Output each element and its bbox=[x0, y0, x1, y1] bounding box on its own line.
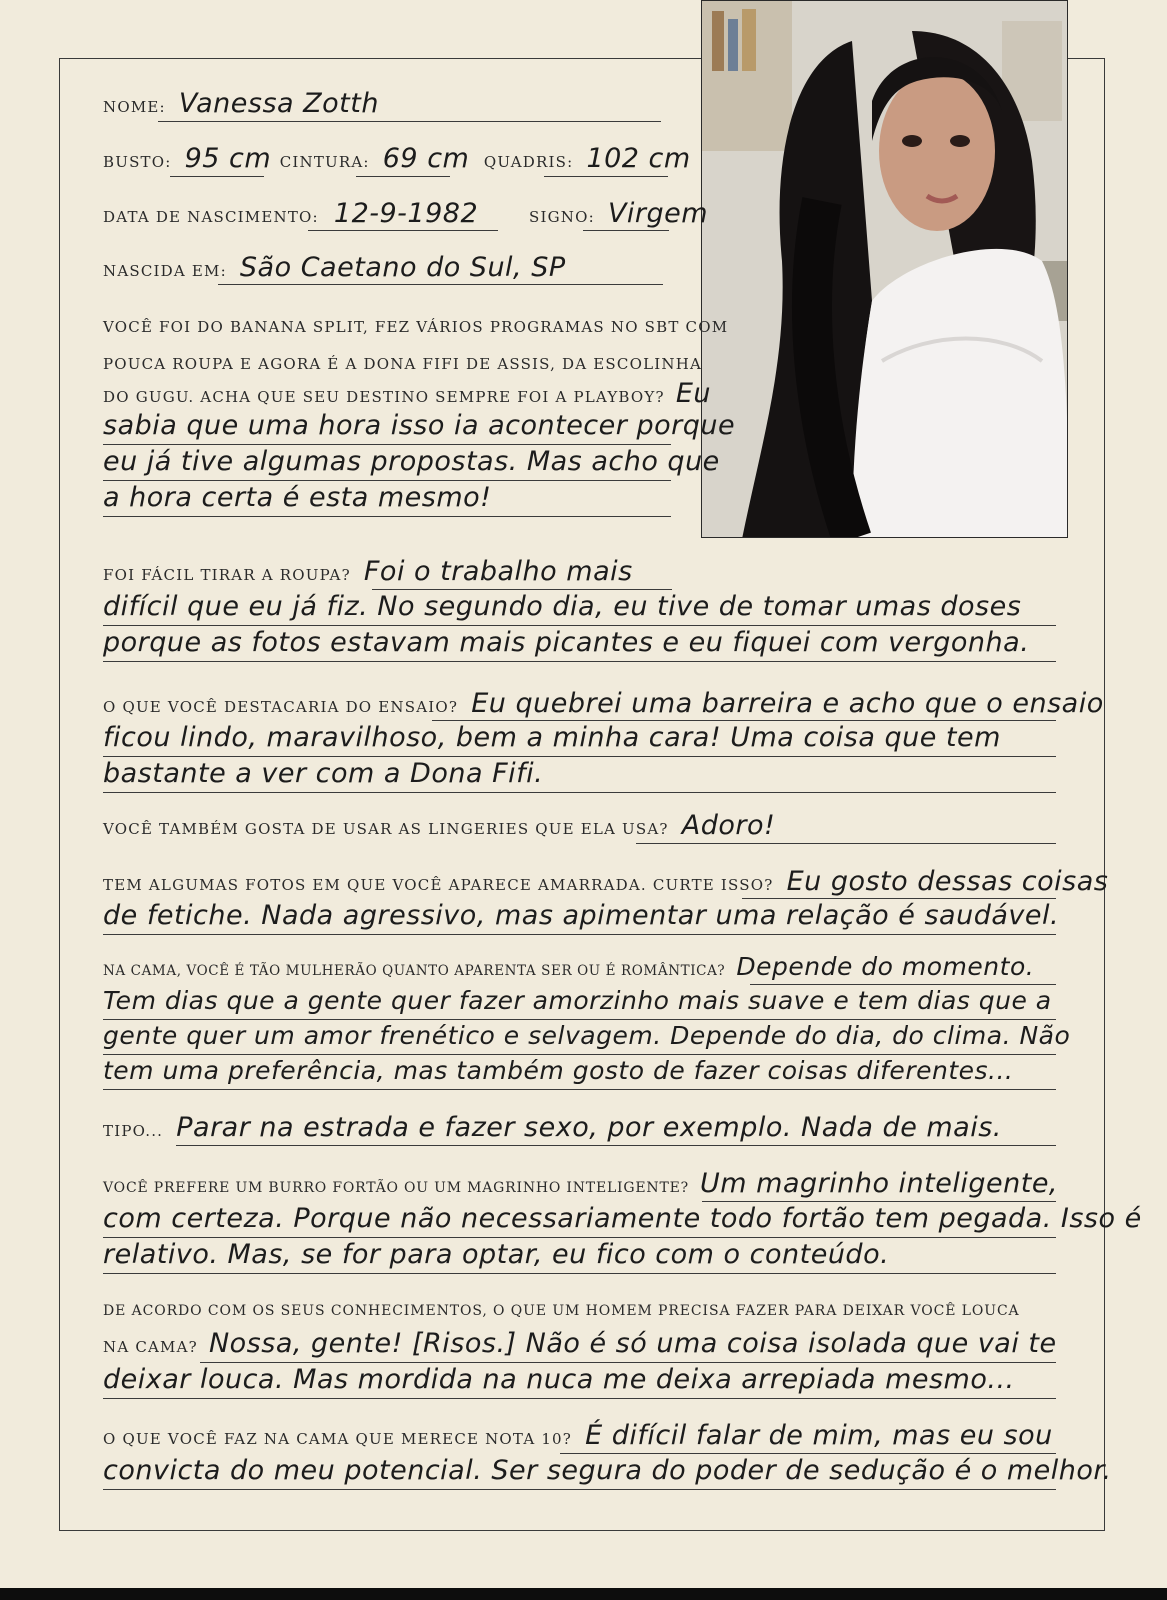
bust-label: BUSTO: bbox=[103, 153, 172, 171]
answer-9-line: deixar louca. Mas mordida na nuca me deixa arrepiada mesmo... bbox=[103, 1364, 1015, 1395]
born-value: São Caetano do Sul, SP bbox=[239, 252, 566, 283]
sign-label: SIGNO: bbox=[528, 208, 595, 226]
question-1-line-3: DO GUGU. ACHA QUE SEU DESTINO SEMPRE FOI A PLAYBOY? bbox=[103, 388, 665, 406]
rule bbox=[170, 176, 264, 177]
rule bbox=[103, 1019, 1056, 1020]
rule bbox=[372, 589, 672, 590]
answer-8-line: relativo. Mas, se for para optar, eu fico com o conteúdo. bbox=[103, 1239, 890, 1270]
answer-6-line: tem uma preferência, mas também gosto de fazer coisas diferentes... bbox=[103, 1056, 1014, 1085]
answer-1-line: eu já tive algumas propostas. Mas acho que bbox=[103, 446, 720, 477]
born-label: NASCIDA EM: bbox=[103, 262, 227, 280]
answer-7-first: Parar na estrada e fazer sexo, por exemplo. Nada de mais. bbox=[176, 1112, 1002, 1143]
answer-6-first: Depende do momento. bbox=[736, 952, 1035, 981]
question-1-line-2: POUCA ROUPA E AGORA É A DONA FIFI DE ASSIS, DA ESCOLINHA bbox=[103, 355, 703, 373]
question-7: TIPO... bbox=[103, 1122, 164, 1140]
rule bbox=[176, 1145, 1056, 1146]
birth-label: DATA DE NASCIMENTO: bbox=[103, 208, 319, 226]
answer-3-line: bastante a ver com a Dona Fifi. bbox=[103, 758, 544, 789]
answer-4-first: Adoro! bbox=[681, 810, 776, 841]
answer-5-line: de fetiche. Nada agressivo, mas apimentar uma relação é saudável. bbox=[103, 900, 1060, 931]
born-row bbox=[103, 252, 566, 283]
qa-8-row bbox=[103, 1168, 1058, 1199]
rule bbox=[544, 176, 668, 177]
waist-value: 69 cm bbox=[382, 143, 470, 174]
hips-label: QUADRIS: bbox=[483, 153, 574, 171]
question-8: VOCÊ PREFERE UM BURRO FORTÃO OU UM MAGRINHO INTELIGENTE? bbox=[103, 1180, 689, 1196]
rule bbox=[356, 176, 450, 177]
name-label: NOME: bbox=[103, 98, 166, 116]
answer-5-first: Eu gosto dessas coisas bbox=[786, 866, 1109, 897]
name-row bbox=[103, 88, 379, 119]
rule bbox=[432, 720, 1056, 721]
answer-1-first: Eu bbox=[675, 378, 712, 409]
answer-2-line: porque as fotos estavam mais picantes e eu fiquei com vergonha. bbox=[103, 627, 1030, 658]
answer-2-first: Foi o trabalho mais bbox=[363, 556, 633, 587]
name-value: Vanessa Zotth bbox=[178, 88, 379, 119]
rule bbox=[200, 1362, 1056, 1363]
qa-3-row bbox=[103, 688, 1104, 719]
question-2: FOI FÁCIL TIRAR A ROUPA? bbox=[103, 566, 351, 584]
rule bbox=[103, 756, 1056, 757]
bottom-bar bbox=[0, 1588, 1167, 1600]
question-5: TEM ALGUMAS FOTOS EM QUE VOCÊ APARECE AMARRADA. CURTE ISSO? bbox=[103, 876, 774, 894]
rule bbox=[103, 1273, 1056, 1274]
rule bbox=[103, 792, 1056, 793]
question-4: VOCÊ TAMBÉM GOSTA DE USAR AS LINGERIES QUE ELA USA? bbox=[103, 820, 669, 838]
measures-row bbox=[103, 143, 691, 174]
bust-value: 95 cm bbox=[184, 143, 272, 174]
rule bbox=[103, 934, 1056, 935]
question-1-line-1: VOCÊ FOI DO BANANA SPLIT, FEZ VÁRIOS PROGRAMAS NO SBT COM bbox=[103, 318, 729, 336]
qa-10-row bbox=[103, 1420, 1053, 1451]
question-9-line-2: NA CAMA? bbox=[103, 1338, 198, 1356]
answer-3-first: Eu quebrei uma barreira e acho que o ensaio bbox=[471, 688, 1104, 719]
qa-2-row bbox=[103, 556, 633, 587]
rule bbox=[308, 230, 498, 231]
answer-8-first: Um magrinho inteligente, bbox=[700, 1168, 1059, 1199]
qa-4-row bbox=[103, 810, 775, 841]
question-6: NA CAMA, VOCÊ É TÃO MULHERÃO QUANTO APARENTA SER OU É ROMÂNTICA? bbox=[103, 963, 726, 979]
rule bbox=[742, 898, 1056, 899]
rule bbox=[103, 1237, 1056, 1238]
rule bbox=[103, 1089, 1056, 1090]
rule bbox=[636, 843, 1056, 844]
qa-7-row bbox=[103, 1112, 1002, 1143]
rule bbox=[103, 625, 1056, 626]
qa-9-row bbox=[103, 1328, 1057, 1359]
rule bbox=[702, 1201, 1056, 1202]
birth-value: 12-9-1982 bbox=[333, 198, 479, 229]
question-9-line-1: DE ACORDO COM OS SEUS CONHECIMENTOS, O QUE UM HOMEM PRECISA FAZER PARA DEIXAR VOCÊ LOUCA bbox=[103, 1303, 1020, 1319]
rule bbox=[158, 121, 661, 122]
sign-value: Virgem bbox=[607, 198, 709, 229]
answer-10-line: convicta do meu potencial. Ser segura do poder de sedução é o melhor. bbox=[103, 1455, 1112, 1486]
waist-label: CINTURA: bbox=[279, 153, 370, 171]
answer-6-line: gente quer um amor frenético e selvagem. Depende do dia, do clima. Não bbox=[103, 1021, 1071, 1050]
rule bbox=[103, 516, 671, 517]
question-1-line-3-row bbox=[103, 378, 711, 409]
rule bbox=[103, 1398, 1056, 1399]
hips-value: 102 cm bbox=[586, 143, 691, 174]
rule bbox=[218, 284, 663, 285]
answer-3-line: ficou lindo, maravilhoso, bem a minha cara! Uma coisa que tem bbox=[103, 722, 1001, 753]
qa-5-row bbox=[103, 866, 1108, 897]
question-10: O QUE VOCÊ FAZ NA CAMA QUE MERECE NOTA 10? bbox=[103, 1430, 573, 1448]
answer-2-line: difícil que eu já fiz. No segundo dia, eu tive de tomar umas doses bbox=[103, 591, 1022, 622]
rule bbox=[750, 984, 1056, 985]
qa-6-row bbox=[103, 952, 1034, 981]
question-3: O QUE VOCÊ DESTACARIA DO ENSAIO? bbox=[103, 698, 459, 716]
answer-1-line: sabia que uma hora isso ia acontecer porque bbox=[103, 410, 736, 441]
answer-10-first: É difícil falar de mim, mas eu sou bbox=[585, 1420, 1053, 1451]
portrait-photo bbox=[701, 0, 1068, 538]
rule bbox=[103, 1054, 1056, 1055]
answer-8-line: com certeza. Porque não necessariamente todo fortão tem pegada. Isso é bbox=[103, 1203, 1142, 1234]
answer-1-line: a hora certa é esta mesmo! bbox=[103, 482, 492, 513]
answer-6-line: Tem dias que a gente quer fazer amorzinho mais suave e tem dias que a bbox=[103, 986, 1052, 1015]
rule bbox=[583, 230, 669, 231]
rule bbox=[560, 1453, 1056, 1454]
rule bbox=[103, 661, 1056, 662]
rule bbox=[103, 480, 671, 481]
birth-row bbox=[103, 198, 708, 229]
portrait-illustration bbox=[702, 1, 1068, 538]
rule bbox=[103, 444, 671, 445]
answer-9-first: Nossa, gente! [Risos.] Não é só uma coisa isolada que vai te bbox=[208, 1328, 1057, 1359]
rule bbox=[103, 1489, 1056, 1490]
